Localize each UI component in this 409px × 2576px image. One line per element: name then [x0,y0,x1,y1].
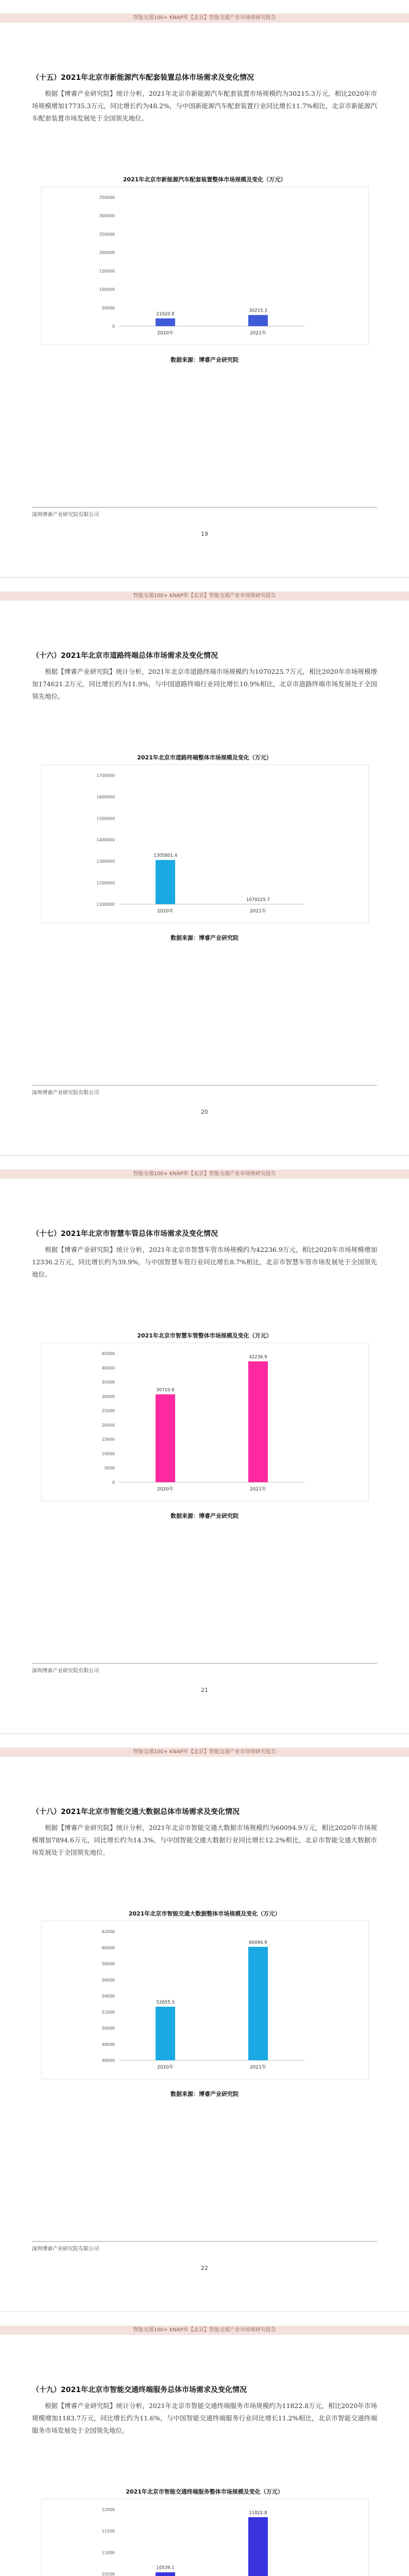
y-tick-label: 15000 [101,1437,115,1442]
y-tick-label: 46000 [101,2058,115,2063]
x-tick-label: 2021年 [250,909,266,914]
y-tick-label: 5000 [104,1466,115,1471]
body-paragraph: 根据【博睿产业研究院】统计分析，2021年北京市道路终端市场规模约为1070225.7万元，相比2020年市场规模增加174621.2万元，同比增长约为11.9%，与中国道路终端行业同比增长10.9%相比，北京市道路终端市场发展处于全国领先地位。 [32,668,377,700]
page-number: 21 [201,1687,208,1693]
y-tick-label: 30000 [101,1394,115,1399]
y-tick-label: 1600000 [96,794,115,800]
header-text: 智能交通100+ KNAP库【北京】智能交通产业市场规研究报告 [133,593,276,599]
data-label: 60094.9 [249,1940,267,1945]
bar [248,1947,268,2060]
chart-title: 2021年北京市智慧车管整体市场规模及变化（万元） [137,1332,272,1339]
bar-chart [41,765,369,923]
y-tick-label: 10000 [101,1451,115,1456]
y-tick-label: 52000 [101,2010,115,2015]
data-label: 30215.3 [249,308,267,314]
y-tick-label: 1300000 [96,859,115,864]
bar [156,318,175,326]
bar-chart [41,1921,369,2079]
x-tick-label: 2021年 [250,331,266,336]
y-tick-label: 50000 [101,306,115,311]
body-paragraph: 根据【博睿产业研究院】统计分析，2021年北京市智能交通大数据市场规模约为60094.9万元，相比2020年市场规模增加7894.6万元，同比增长约为14.3%，与中国智能交通大数据行业同比增长12.2%相比，北京市智能交通大数据市场发展处于全国领先地位。 [32,1824,377,1856]
footer-divider [32,2241,377,2242]
y-tick-label: 1700000 [96,773,115,778]
chart-svg [42,1921,368,2079]
section-title: （十五）2021年北京市新能源汽车配套装置总体市场需求及变化情况 [32,74,254,82]
y-tick-label: 1500000 [96,816,115,821]
chart-svg [42,765,368,923]
y-tick-label: 60000 [101,1945,115,1951]
bar-chart [41,187,369,345]
data-source: 数据来源：博睿产业研究院 [171,2091,238,2097]
y-tick-label: 56000 [101,1977,115,1982]
bar [248,1361,268,1482]
report-page [0,2312,409,2576]
report-page [0,0,409,577]
y-tick-label: 11500 [101,2529,115,2534]
y-tick-label: 0 [112,1480,115,1485]
y-tick-label: 54000 [101,1994,115,1998]
chart-title: 2021年北京市新能源汽车配套装置整体市场规模及变化（万元） [123,176,286,183]
body-paragraph: 根据【博睿产业研究院】统计分析，2021年北京市智能交通终端服务市场规模约为11822.8万元，相比2020年市场规模增加1183.7万元，同比增长约为11.6%，与中国智能交通终端服务行业同比增长11.2%相比，北京市智能交通终端服务市场发展处于全国领先地位。 [32,2402,377,2434]
y-tick-label: 25000 [101,1409,115,1414]
data-source: 数据来源：博睿产业研究院 [171,935,238,941]
footer-company: 深圳博睿产业研究院有限公司 [32,1090,99,1096]
chart-svg [42,2499,368,2576]
y-tick-label: 1400000 [96,838,115,842]
section-title: （十七）2021年北京市智慧车管总体市场需求及变化情况 [32,1230,218,1238]
y-tick-label: 58000 [101,1961,115,1967]
y-tick-label: 10500 [101,2572,115,2576]
data-label: 1070225.7 [246,897,270,903]
footer-company: 深圳博睿产业研究院有限公司 [32,2246,99,2252]
section-title: （十六）2021年北京市道路终端总体市场需求及变化情况 [32,652,218,660]
header-text: 智能交通100+ KNAP库【北京】智能交通产业市场规研究报告 [133,15,276,21]
report-page [0,1156,409,1733]
section-title: （十九）2021年北京市智能交通终端服务总体市场需求及变化情况 [32,2386,247,2394]
y-tick-label: 45000 [101,1351,115,1356]
page-number: 22 [201,2265,208,2272]
bar-chart [41,2499,369,2576]
report-page [0,578,409,1155]
chart-title: 2021年北京市道路终端整体市场规模及变化（万元） [137,754,272,761]
footer-divider [32,1085,377,1086]
bar [156,860,175,904]
y-tick-label: 35000 [101,1380,115,1385]
y-tick-label: 200000 [99,250,115,256]
header-text: 智能交通100+ KNAP库【北京】智能交通产业市场规研究报告 [133,2327,276,2333]
x-tick-label: 2020年 [157,2065,174,2070]
y-tick-label: 48000 [101,2042,115,2047]
bar [156,2572,175,2576]
chart-title: 2021年北京市智能交通大数据整体市场规模及变化（万元） [128,1910,281,1917]
bar [248,2517,268,2576]
y-tick-label: 250000 [99,232,115,237]
data-label: 21020.8 [156,311,175,317]
chart-title: 2021年北京市智能交通终端服务整体市场规模及变化（万元） [126,2488,283,2495]
header-text: 智能交通100+ KNAP库【北京】智能交通产业市场规研究报告 [133,1171,276,1177]
y-tick-label: 40000 [101,1365,115,1370]
y-tick-label: 0 [112,324,115,329]
y-tick-label: 20000 [101,1422,115,1428]
data-source: 数据来源：博睿产业研究院 [171,357,238,363]
footer-company: 深圳博睿产业研究院有限公司 [32,1668,99,1674]
page-number: 19 [201,531,208,537]
bar [156,2007,175,2060]
header-text: 智能交通100+ KNAP库【北京】智能交通产业市场规研究报告 [133,1749,276,1755]
bar [248,315,268,326]
y-tick-label: 1100000 [96,902,115,907]
data-label: 42236.9 [249,1354,267,1360]
data-label: 10539.1 [156,2565,175,2571]
section-title: （十八）2021年北京市智能交通大数据总体市场需求及变化情况 [32,1808,240,1816]
bar [156,1394,175,1482]
y-tick-label: 150000 [99,268,115,274]
data-source: 数据来源：博睿产业研究院 [171,1513,238,1519]
y-tick-label: 350000 [99,195,115,200]
footer-company: 深圳博睿产业研究院有限公司 [32,512,99,518]
y-tick-label: 1200000 [96,880,115,886]
chart-svg [42,187,368,345]
data-label: 1305801.4 [154,853,177,859]
chart-svg [42,1343,368,1501]
y-tick-label: 11000 [101,2550,115,2555]
y-tick-label: 62000 [101,1929,115,1934]
y-tick-label: 12000 [101,2507,115,2512]
y-tick-label: 100000 [99,287,115,292]
x-tick-label: 2020年 [157,1487,174,1492]
y-tick-label: 300000 [99,213,115,218]
page-number: 20 [201,1109,208,1115]
x-tick-label: 2020年 [157,909,174,914]
x-tick-label: 2020年 [157,331,174,336]
data-label: 52655.3 [156,2000,175,2006]
data-label: 11822.8 [249,2510,267,2516]
footer-divider [32,1663,377,1664]
report-page [0,1734,409,2311]
body-paragraph: 根据【博睿产业研究院】统计分析，2021年北京市智慧车管市场规模约为42236.9万元，相比2020年市场规模增加12336.2万元，同比增长约为39.9%，与中国智慧车管行业同比增长8.7%相比，北京市智慧车管市场发展处于全国领先地位。 [32,1246,377,1278]
bar-chart [41,1343,369,1501]
x-tick-label: 2021年 [250,1487,266,1492]
body-paragraph: 根据【博睿产业研究院】统计分析，2021年北京市新能源汽车配套装置市场规模约为30215.3万元，相比2020年市场规模增加17735.3万元，同比增长约为48.2%，与中国新能源汽车配套装置行业同比增长11.7%相比，北京市新能源汽车配套装置市场发展处于全国领先地位。 [32,90,377,122]
data-label: 30710.8 [156,1387,175,1393]
y-tick-label: 50000 [101,2026,115,2031]
x-tick-label: 2021年 [250,2065,266,2070]
